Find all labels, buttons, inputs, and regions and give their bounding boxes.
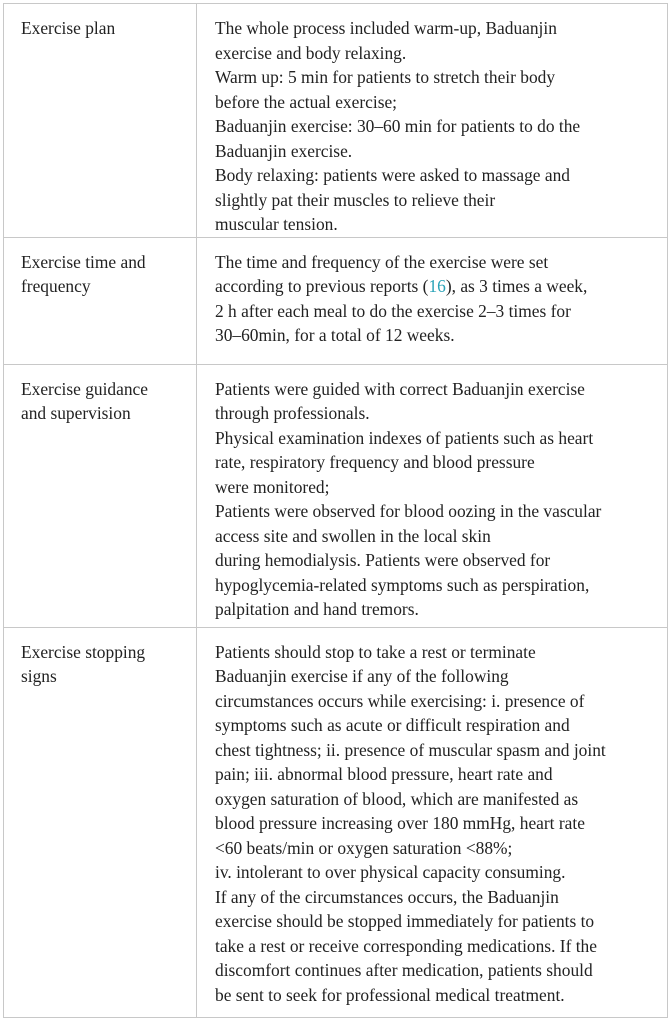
description-line: Patients should stop to take a rest or terminate bbox=[215, 641, 536, 662]
description-text: ), as 3 times a week, bbox=[445, 276, 588, 296]
exercise-intervention-table bbox=[3, 3, 668, 1018]
table-row bbox=[4, 237, 668, 364]
description-line: The time and frequency of the exercise were set bbox=[215, 251, 549, 272]
description-line: Warm up: 5 min for patients to stretch their body bbox=[215, 67, 556, 87]
table-row bbox=[4, 4, 668, 238]
row-label: Exercise time and bbox=[21, 251, 146, 272]
description-line: 30–60min, for a total of 12 weeks. bbox=[215, 325, 455, 345]
table-row bbox=[4, 364, 668, 627]
row-description-cell bbox=[197, 4, 668, 238]
description-line: rate, respiratory frequency and blood pressure bbox=[215, 452, 535, 472]
description-line: muscular tension. bbox=[215, 214, 338, 234]
description-line: exercise and body relaxing. bbox=[215, 42, 407, 63]
row-label: signs bbox=[21, 666, 57, 686]
description-line: Physical examination indexes of patients such as heart bbox=[215, 427, 594, 448]
description-line: through professionals. bbox=[215, 403, 370, 423]
description-line: before the actual exercise; bbox=[215, 91, 398, 112]
description-line: 2 h after each meal to do the exercise 2–3 times for bbox=[215, 300, 571, 321]
description-line: <60 beats/min or oxygen saturation <88%; bbox=[215, 837, 513, 858]
row-label-cell bbox=[4, 627, 197, 1017]
description-line-with-citation bbox=[215, 274, 659, 299]
description-line: palpitation and hand tremors. bbox=[215, 599, 419, 619]
description-line: be sent to seek for professional medical treatment. bbox=[215, 984, 565, 1005]
description-line: Patients were guided with correct Baduanjin exercise bbox=[215, 378, 585, 399]
description-line: circumstances occurs while exercising: i. presence of bbox=[215, 690, 585, 711]
description-line: Baduanjin exercise: 30–60 min for patients to do the bbox=[215, 116, 581, 136]
description-text: according to previous reports ( bbox=[215, 276, 429, 296]
description-line: chest tightness; ii. presence of muscular spasm and joint bbox=[215, 739, 606, 760]
row-description-cell bbox=[197, 627, 668, 1017]
row-label: Exercise guidance bbox=[21, 378, 148, 399]
description-line: Baduanjin exercise. bbox=[215, 140, 353, 161]
row-label-cell bbox=[4, 237, 197, 364]
description-line: during hemodialysis. Patients were observed for bbox=[215, 550, 551, 570]
description-line: exercise should be stopped immediately for patients to bbox=[215, 911, 595, 931]
row-label: Exercise stopping bbox=[21, 641, 146, 662]
description-line: discomfort continues after medication, patients should bbox=[215, 960, 593, 980]
description-line: take a rest or receive corresponding medications. If the bbox=[215, 935, 597, 956]
description-line: symptoms such as acute or difficult respiration and bbox=[215, 715, 570, 735]
description-line: were monitored; bbox=[215, 476, 330, 497]
row-label: Exercise plan bbox=[21, 18, 116, 38]
description-line: Body relaxing: patients were asked to massage and bbox=[215, 165, 570, 185]
row-label: and supervision bbox=[21, 403, 131, 423]
row-label-cell bbox=[4, 4, 197, 238]
description-line: hypoglycemia-related symptoms such as perspiration, bbox=[215, 574, 590, 595]
description-line: The whole process included warm-up, Baduanjin bbox=[215, 18, 557, 38]
table-row bbox=[4, 627, 668, 1017]
row-label-cell bbox=[4, 364, 197, 627]
row-description-cell bbox=[197, 237, 668, 364]
description-line: blood pressure increasing over 180 mmHg, heart rate bbox=[215, 813, 585, 833]
description-line: Patients were observed for blood oozing in the vascular bbox=[215, 501, 602, 521]
row-description-cell bbox=[197, 364, 668, 627]
description-line: If any of the circumstances occurs, the Baduanjin bbox=[215, 886, 559, 907]
description-line: Baduanjin exercise if any of the following bbox=[215, 666, 509, 686]
description-line: access site and swollen in the local skin bbox=[215, 525, 491, 546]
description-line: oxygen saturation of blood, which are manifested as bbox=[215, 788, 579, 809]
citation-link[interactable]: 16 bbox=[428, 276, 446, 296]
row-label: frequency bbox=[21, 276, 91, 296]
description-line: iv. intolerant to over physical capacity consuming. bbox=[215, 862, 566, 882]
description-line: pain; iii. abnormal blood pressure, heart rate and bbox=[215, 764, 553, 784]
description-line: slightly pat their muscles to relieve their bbox=[215, 189, 496, 210]
